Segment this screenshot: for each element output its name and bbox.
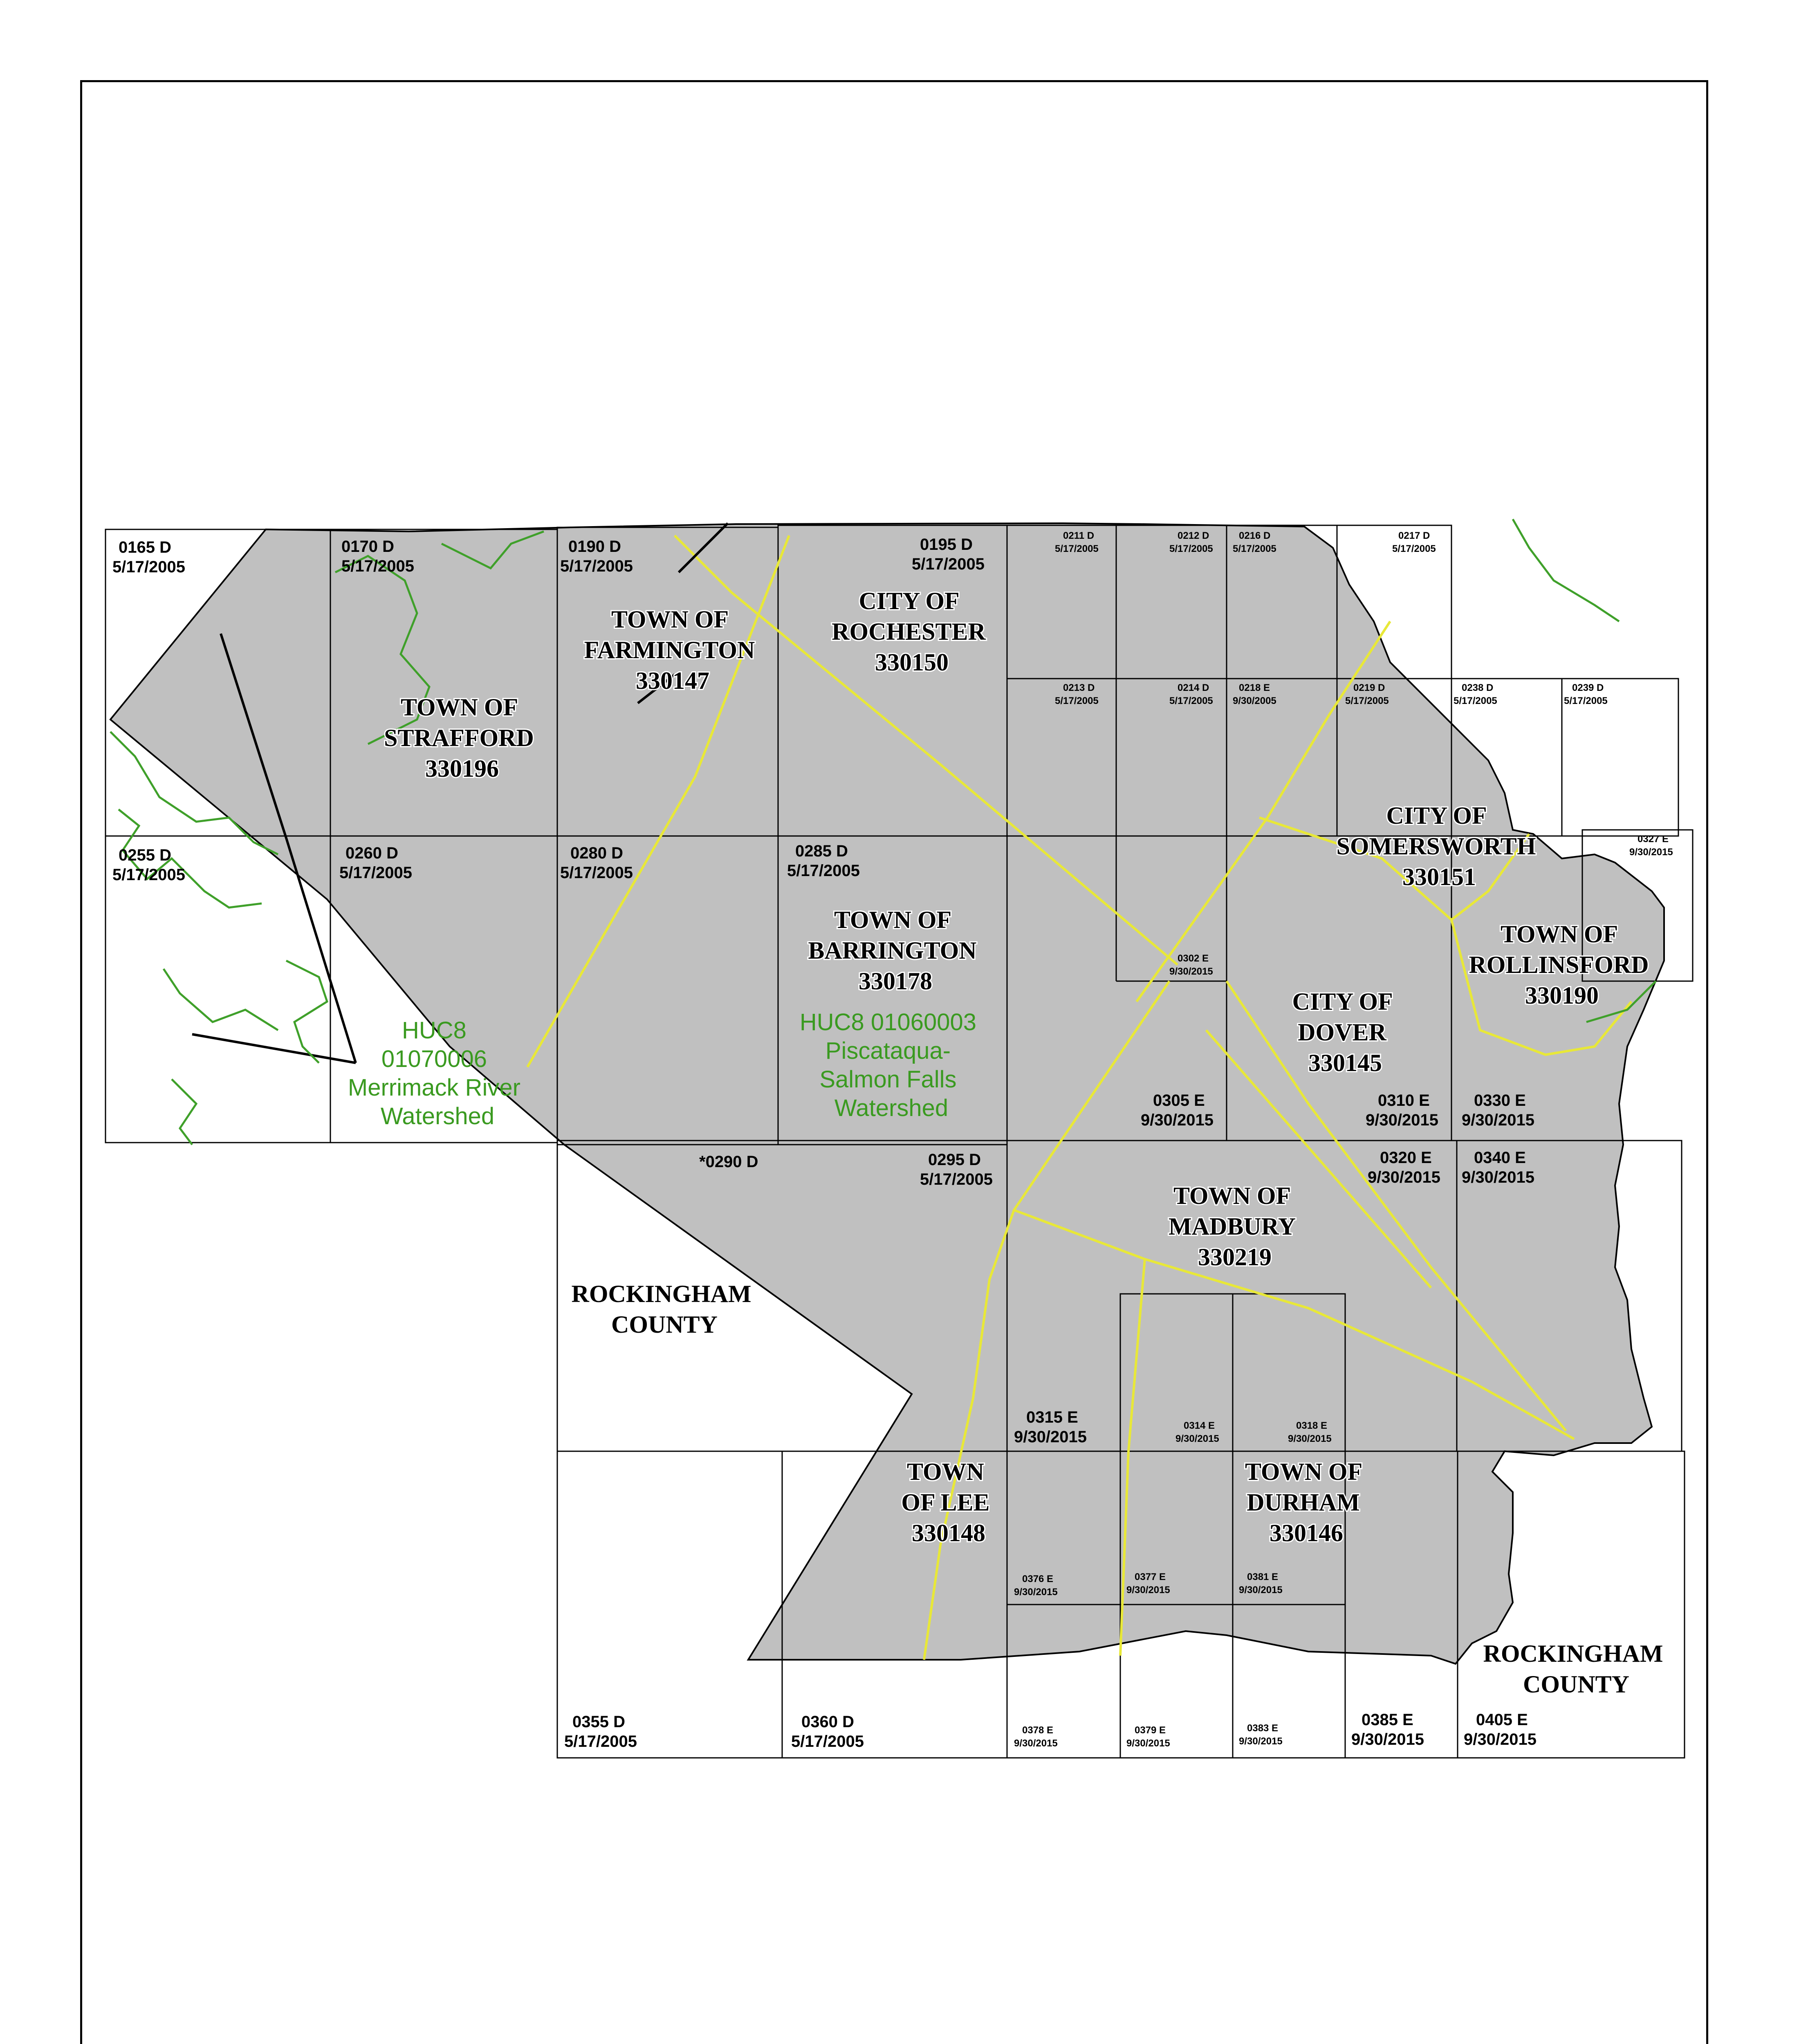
panel-0280-label: 0280 D bbox=[570, 844, 623, 862]
panel-0219-date: 5/17/2005 bbox=[1345, 695, 1389, 706]
panel-0255-date: 5/17/2005 bbox=[112, 866, 185, 884]
panel-0320-date: 9/30/2015 bbox=[1368, 1168, 1440, 1186]
panel-0218-date: 9/30/2005 bbox=[1233, 695, 1276, 706]
rockingham-county-east-label: ROCKINGHAM COUNTY bbox=[1483, 1640, 1663, 1698]
panel-0260-label: 0260 D bbox=[345, 844, 398, 862]
panel-0217-label: 0217 D bbox=[1398, 530, 1430, 541]
dover-label: CITY OF DOVER 330145 bbox=[1292, 988, 1392, 1076]
panel-0310-date: 9/30/2015 bbox=[1366, 1111, 1438, 1129]
panel-0239-date: 5/17/2005 bbox=[1564, 695, 1608, 706]
rockingham-county-west-label: ROCKINGHAM COUNTY bbox=[571, 1280, 751, 1338]
panel-0315-date: 9/30/2015 bbox=[1014, 1428, 1087, 1446]
panel-0355-date: 5/17/2005 bbox=[564, 1732, 637, 1750]
panel-0195-date: 5/17/2005 bbox=[912, 555, 985, 573]
panel-0340-label: 0340 E bbox=[1474, 1149, 1526, 1167]
panel-0318-date: 9/30/2015 bbox=[1288, 1433, 1332, 1444]
panel-0212-label: 0212 D bbox=[1178, 530, 1209, 541]
panel-0385-label: 0385 E bbox=[1362, 1711, 1413, 1729]
panel-0213-date: 5/17/2005 bbox=[1055, 695, 1099, 706]
panel-0290-label: *0290 D bbox=[699, 1153, 758, 1171]
panel-0217-date: 5/17/2005 bbox=[1392, 543, 1436, 554]
strafford-county-area bbox=[110, 523, 1664, 1664]
strafford-label: TOWN OF STRAFFORD 330196 bbox=[384, 694, 534, 782]
panel-0330-date: 9/30/2015 bbox=[1462, 1111, 1534, 1129]
panel-0219-label: 0219 D bbox=[1353, 682, 1385, 693]
panel-0280-date: 5/17/2005 bbox=[560, 864, 633, 882]
panel-0381-label: 0381 E bbox=[1247, 1571, 1279, 1582]
lee-label: TOWN OF LEE 330148 bbox=[901, 1458, 990, 1546]
panel-0216-date: 5/17/2005 bbox=[1233, 543, 1276, 554]
panel-0238-date: 5/17/2005 bbox=[1454, 695, 1497, 706]
barrington-label: TOWN OF BARRINGTON 330178 bbox=[808, 906, 977, 995]
panel-0285-date: 5/17/2005 bbox=[787, 862, 860, 880]
panel-0214-date: 5/17/2005 bbox=[1169, 695, 1213, 706]
rochester-label: CITY OF ROCHESTER 330150 bbox=[832, 587, 986, 676]
piscataqua-watershed-label: HUC8 01060003 Piscataqua- Salmon Falls Watershed bbox=[799, 1009, 976, 1121]
panel-0302-label: 0302 E bbox=[1178, 953, 1209, 964]
panel-0212-date: 5/17/2005 bbox=[1169, 543, 1213, 554]
panel-0295-label: 0295 D bbox=[928, 1151, 981, 1169]
panel-0381-date: 9/30/2015 bbox=[1239, 1585, 1283, 1596]
farmington-label: TOWN OF FARMINGTON 330147 bbox=[584, 606, 755, 694]
panel-0320-label: 0320 E bbox=[1380, 1149, 1432, 1167]
panel-0405-date: 9/30/2015 bbox=[1464, 1730, 1537, 1748]
panel-0360-date: 5/17/2005 bbox=[791, 1732, 864, 1750]
panel-0385-date: 9/30/2015 bbox=[1351, 1730, 1424, 1748]
panel-0165-label: 0165 D bbox=[119, 538, 171, 556]
panel-0239-label: 0239 D bbox=[1572, 682, 1604, 693]
panel-0218-label: 0218 E bbox=[1239, 682, 1270, 693]
panel-0327-date: 9/30/2015 bbox=[1629, 847, 1673, 858]
panel-0195-label: 0195 D bbox=[920, 536, 973, 554]
panel-0211-date: 5/17/2005 bbox=[1055, 543, 1099, 554]
panel-0170-label: 0170 D bbox=[341, 538, 394, 556]
panel-0327-label: 0327 E bbox=[1637, 834, 1669, 845]
panel-0190-label: 0190 D bbox=[568, 538, 621, 556]
panel-0340-date: 9/30/2015 bbox=[1462, 1168, 1534, 1186]
panel-0376-label: 0376 E bbox=[1022, 1573, 1054, 1585]
panel-0295-date: 5/17/2005 bbox=[920, 1170, 993, 1188]
panel-0211-label: 0211 D bbox=[1063, 530, 1095, 541]
madbury-label: TOWN OF MADBURY 330219 bbox=[1169, 1182, 1295, 1271]
panel-0315-label: 0315 E bbox=[1026, 1408, 1078, 1426]
panel-0216-label: 0216 D bbox=[1239, 530, 1271, 541]
rollinsford-label: TOWN OF ROLLINSFORD 330190 bbox=[1469, 921, 1649, 1009]
panel-0378-date: 9/30/2015 bbox=[1014, 1738, 1058, 1749]
panel-0318-label: 0318 E bbox=[1296, 1420, 1328, 1431]
panel-0302-date: 9/30/2015 bbox=[1169, 966, 1213, 977]
panel-0190-date: 5/17/2005 bbox=[560, 557, 633, 575]
panel-0214-label: 0214 D bbox=[1178, 682, 1209, 693]
panel-0405-label: 0405 E bbox=[1476, 1711, 1528, 1729]
panel-0330-label: 0330 E bbox=[1474, 1091, 1526, 1109]
panel-0377-date: 9/30/2015 bbox=[1126, 1585, 1170, 1596]
merrimack-watershed-label: HUC8 01070006 Merrimack River Watershed bbox=[348, 1017, 520, 1130]
panel-0314-date: 9/30/2015 bbox=[1175, 1433, 1219, 1444]
panel-0355-label: 0355 D bbox=[572, 1713, 625, 1731]
panel-0383-date: 9/30/2015 bbox=[1239, 1736, 1283, 1747]
panel-0383-label: 0383 E bbox=[1247, 1723, 1279, 1734]
panel-0376-date: 9/30/2015 bbox=[1014, 1587, 1058, 1598]
panel-0305-label: 0305 E bbox=[1153, 1091, 1205, 1109]
panel-0238-label: 0238 D bbox=[1462, 682, 1494, 693]
panel-0260-date: 5/17/2005 bbox=[339, 864, 412, 882]
panel-0255-label: 0255 D bbox=[119, 846, 171, 864]
panel-0285-label: 0285 D bbox=[795, 842, 848, 860]
panel-0170-date: 5/17/2005 bbox=[341, 557, 414, 575]
panel-0213-label: 0213 D bbox=[1063, 682, 1095, 693]
panel-0314-label: 0314 E bbox=[1184, 1420, 1215, 1431]
panel-0379-label: 0379 E bbox=[1135, 1725, 1166, 1736]
panel-0305-date: 9/30/2015 bbox=[1141, 1111, 1214, 1129]
panel-0360-label: 0360 D bbox=[801, 1713, 854, 1731]
panel-0377-label: 0377 E bbox=[1135, 1571, 1166, 1582]
somersworth-label: CITY OF SOMERSWORTH 330151 bbox=[1336, 802, 1536, 890]
durham-label: TOWN OF DURHAM 330146 bbox=[1245, 1458, 1362, 1546]
panel-0310-label: 0310 E bbox=[1378, 1091, 1430, 1109]
panel-0165-date: 5/17/2005 bbox=[112, 558, 185, 576]
panel-0379-date: 9/30/2015 bbox=[1126, 1738, 1170, 1749]
panel-0378-label: 0378 E bbox=[1022, 1725, 1054, 1736]
